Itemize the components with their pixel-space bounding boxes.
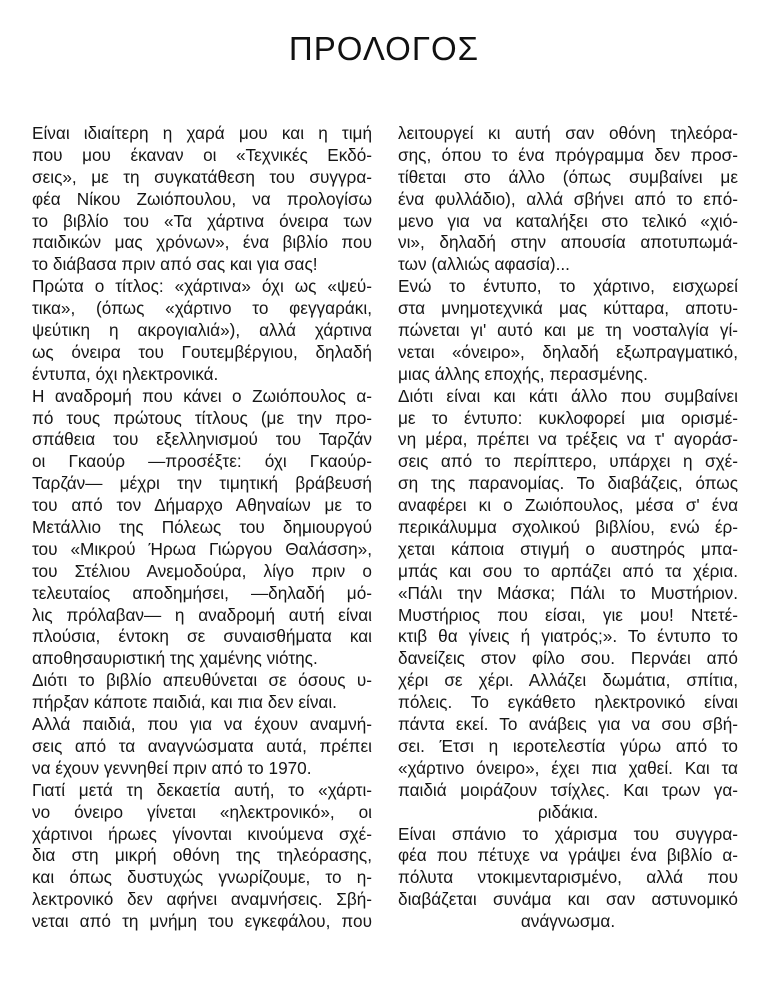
text-line: μιας άλλης εποχής, περασμένης. [398,363,648,384]
text-line: Αλλά παιδιά, που για να έχουν αναμνή- [32,714,372,735]
text-line: μενο για να καταλήξει στο τελικό «χιό- [398,210,738,231]
text-line: σει. Έτσι η ιεροτελεστία γύρω από το [398,735,738,756]
text-line: ψεύτικη η ακρογιαλιά»), αλλά χάρτινα [32,320,372,341]
text-line: που μου έκαναν οι «Τεχνικές Εκδό- [32,144,372,165]
text-line: σεις από το περίπτερο, υπάρχει η σχέ- [398,451,738,472]
text-line: διαβάζεται συνάμα και σαν αστυνομικό [398,889,738,910]
text-line: χέρι σε χέρι. Αλλάζει δωμάτια, σπίτια, [398,670,738,691]
text-line: λειτουργεί κι αυτή σαν οθόνη τηλεόρα- [398,123,738,143]
text-line: του «Μικρού Ήρωα Γιώργου Θαλάσση», [32,538,372,559]
text-line: ως όνειρα του Γουτεμβέργιου, δηλαδή [32,341,372,362]
text-line: με το έντυπο: κυκλοφορεί μια ορισμέ- [398,407,738,428]
text-line: πό τους πρώτους τίτλους (με την προ- [32,407,372,428]
text-line: χεται κάποια στιγμή ο αυστηρός μπα- [398,538,738,559]
text-line: το βιβλίο του «Τα χάρτινα όνειρα των [32,210,372,231]
text-line: του Στέλιου Ανεμοδούρα, λίγο πριν ο [32,560,372,581]
text-line: Ενώ το έντυπο, το χάρτινο, εισχωρεί [398,276,738,297]
text-line: Πρώτα ο τίτλος: «χάρτινα» όχι ως «ψεύ- [32,276,372,297]
text-line: κτιβ θα γίνεις ή γιατρός;». Το έντυπο το [398,626,738,647]
text-line: φέα που πέτυχε να γράψει ένα βιβλίο α- [398,845,738,866]
text-line: χάρτινοι ήρωες γίνονται κινούμενα σχέ- [32,823,372,844]
text-line: πόλεις. Το εγκάθετο ηλεκτρονικό είναι [398,692,738,713]
text-line: πάντα εκεί. Το ανάβεις για να σου σβή- [398,714,738,735]
text-line: πόλυτα ντοκιμενταρισμένο, αλλά που [398,867,738,888]
text-line: σπάθεια του εξελληνισμού του Ταρζάν [32,429,372,450]
text-line: Γιατί μετά τη δεκαετία αυτή, το «χάρτι- [32,779,372,800]
text-line: νη μέρα, πρέπει να τρέξεις να τ' αγοράσ- [398,429,738,450]
text-line: ση της παρανομίας. Το διαβάζεις, όπως [398,473,738,494]
text-line: «χάρτινο όνειρο», έχει πια χαθεί. Και τα [398,757,738,778]
text-line: περικάλυμμα σχολικού βιβλίου, ενώ έρ- [398,517,738,538]
text-line: αποθησαυριστική της χαμένης νιότης. [32,648,318,669]
text-line: Διότι είναι και κάτι άλλο που συμβαίνει [398,385,738,406]
text-line: του από τον Δήμαρχο Αθηναίων με το [32,495,372,516]
text-line: πήρξαν κάποτε παιδιά, και πια δεν είναι. [32,692,337,713]
text-line: να έχουν γεννηθεί πριν από το 1970. [32,757,312,778]
text-line: νο όνειρο γίνεται «ηλεκτρονικό», οι [32,801,372,822]
text-line: νεται «όνειρο», δηλαδή εξωπραγματικό, [398,341,738,362]
left-text-column [32,123,372,933]
text-line: τελευταίος αποδημήσει, —δηλαδή μό- [32,582,372,603]
text-line: νεται από τη μνήμη του εγκεφάλου, που [32,911,372,932]
page-title: ΠΡΟΛΟΓΟΣ [288,30,480,67]
text-line: Είναι σπάνιο το χάρισμα του συγγρα- [398,823,738,844]
text-line: παιδικών μας χρόνων», ένα βιβλίο που [32,232,372,253]
right-text-column [398,123,738,933]
text-line: πώνεται γι' αυτό και με τη νοσταλγία γί- [398,320,738,341]
text-line: τικα», (όπως «χάρτινο το φεγγαράκι, [32,298,372,319]
text-line: και όπως δυστυχώς γνωρίζουμε, το η- [32,867,372,888]
text-line: ανάγνωσμα. [520,911,616,932]
text-line: πλούσια, έντοκη σε συναισθήματα και [32,626,372,647]
text-line: ριδάκια. [537,801,599,822]
text-line: σεις», με τη συγκατάθεση του συγγρα- [32,166,372,187]
text-line: Μετάλλιο της Πόλεως του δημιουργού [32,517,372,538]
text-line: Διότι το βιβλίο απευθύνεται σε όσους υ- [32,670,372,691]
text-line: τίθεται στο άλλο (όπως συμβαίνει με [398,166,738,187]
text-line: Μυστήριος που είσαι, γιε μου! Ντετέ- [398,604,738,625]
text-line: παιδιά μοιράζουν τσίχλες. Και τρων γα- [398,779,738,800]
text-line: δια στη μικρή οθόνη της τηλεόρασης, [32,845,372,866]
text-line: οι Γκαούρ —προσέξτε: όχι Γκαούρ- [32,451,372,472]
text-line: μπάς και σου το αρπάζει από τα χέρια. [398,560,738,581]
text-line: δανείζεις στον φίλο σου. Περνάει από [398,648,738,669]
text-line: των (αλλιώς αφασία)... [398,254,570,275]
text-line: στα μνημοτεχνικά μας κύτταρα, αποτυ- [398,298,738,319]
text-line: νι», δηλαδή στην απουσία αποτυπωμά- [398,232,738,253]
text-line: το διάβασα πριν από σας και για σας! [32,254,318,275]
text-line: ένα φυλλάδιο), αλλά σβήνει από το επό- [398,188,738,209]
text-line: αναφέρει κι ο Ζωιόπουλος, μέσα σ' ένα [398,495,738,516]
text-line: «Πάλι την Μάσκα; Πάλι το Μυστήριον. [398,582,738,603]
text-line: λις πρόλαβαν— η αναδρομή αυτή είναι [32,604,372,625]
text-line: Είναι ιδιαίτερη η χαρά μου και η τιμή [32,123,372,143]
text-line: σεις από τα αναγνώσματα αυτά, πρέπει [32,735,372,756]
text-line: Ταρζάν— μέχρι την τιμητική βράβευσή [32,473,372,494]
text-line: λεκτρονικό δεν αφήνει αναμνήσεις. Σβή- [32,889,372,910]
text-line: έντυπα, όχι ηλεκτρονικά. [32,363,219,384]
text-line: φέα Νίκου Ζωιόπουλου, να προλογίσω [32,188,372,209]
text-line: Η αναδρομή που κάνει ο Ζωιόπουλος α- [32,385,372,406]
text-line: σης, όπου το ένα πρόγραμμα δεν προσ- [398,144,738,165]
